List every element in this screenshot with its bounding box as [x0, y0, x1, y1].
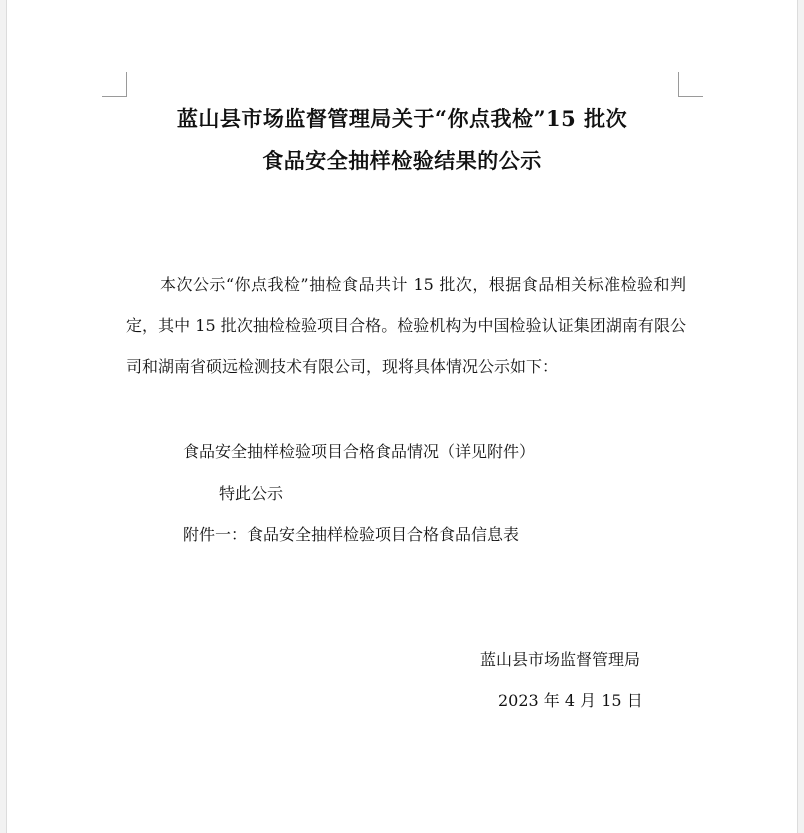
attachment-line: 附件一：食品安全抽样检验项目合格食品信息表 [183, 525, 520, 544]
page-right-edge [797, 0, 804, 833]
signature-date: 2023 年 4 月 15 日 [498, 691, 643, 710]
signature-org: 蓝山县市场监督管理局 [480, 650, 641, 669]
special-notice: 特此公示 [219, 484, 284, 503]
margin-mark-top-right [678, 72, 703, 97]
page-left-edge [0, 0, 7, 833]
document-title-line-1: 蓝山县市场监督管理局关于“你点我检”15 批次 [176, 106, 628, 131]
document-title-line-2: 食品安全抽样检验结果的公示 [262, 148, 542, 173]
margin-mark-top-left [102, 72, 127, 97]
item-line: 食品安全抽样检验项目合格食品情况（详见附件） [183, 442, 536, 461]
body-paragraph: 本次公示“你点我检”抽检食品共计 15 批次，根据食品相关标准检验和判定，其中 15 批次抽检检验项目合格。检验机构为中国检验认证集团湖南有限公司和湖南省硕远检测技术有限公司，现将具体情况公示如下： [126, 275, 686, 376]
